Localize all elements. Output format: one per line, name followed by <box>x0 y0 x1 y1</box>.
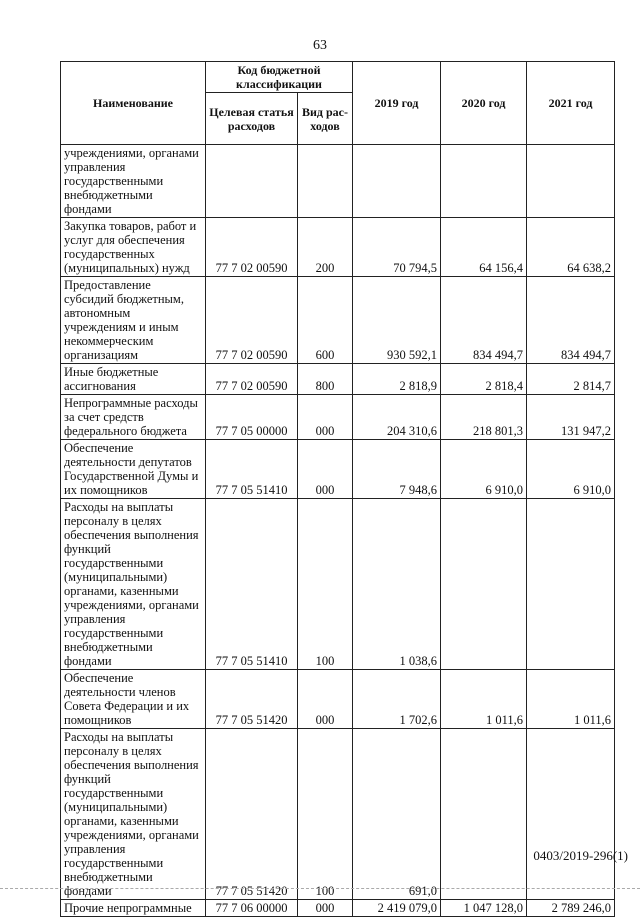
header-2019: 2019 год <box>353 62 441 145</box>
table-row <box>61 145 615 218</box>
header-target: Целевая статья расходов <box>206 93 298 145</box>
cell-2021 <box>527 145 615 218</box>
header-2020: 2020 год <box>441 62 527 145</box>
cell-2020 <box>441 145 527 218</box>
cell-name: Прочие непрограммные <box>61 900 206 917</box>
cell-2020: 64 156,4 <box>441 218 527 277</box>
cell-2019 <box>353 145 441 218</box>
cell-target-code: 77 7 05 51420 <box>206 670 298 729</box>
cell-expense-type: 000 <box>298 395 353 440</box>
cell-2019: 1 038,6 <box>353 499 441 670</box>
cell-expense-type: 800 <box>298 364 353 395</box>
table-row <box>61 440 615 499</box>
cell-2020: 1 047 128,0 <box>441 900 527 917</box>
cell-target-code: 77 7 02 00590 <box>206 364 298 395</box>
cell-2019: 2 419 079,0 <box>353 900 441 917</box>
cell-2021: 1 011,6 <box>527 670 615 729</box>
cell-2020: 6 910,0 <box>441 440 527 499</box>
cell-target-code <box>206 145 298 218</box>
page-number: 63 <box>313 38 327 53</box>
cell-name: Расходы на выплаты персоналу в целях обеспечения выполнения функций государственными (муниципальными) органами, казенными учреждениями, органами управления государственными внебюджетными фондами <box>61 729 206 900</box>
cell-name: Непрограммные расходы за счет средств федерального бюджета <box>61 395 206 440</box>
cell-name: Обеспечение деятельности депутатов Государственной Думы и их помощников <box>61 440 206 499</box>
cell-2021: 6 910,0 <box>527 440 615 499</box>
cell-2021 <box>527 499 615 670</box>
cell-expense-type: 000 <box>298 900 353 917</box>
cell-expense-type: 100 <box>298 729 353 900</box>
cell-expense-type: 000 <box>298 670 353 729</box>
cell-target-code: 77 7 02 00590 <box>206 218 298 277</box>
cell-name: Иные бюджетные ассигнования <box>61 364 206 395</box>
cell-2020: 218 801,3 <box>441 395 527 440</box>
table-row <box>61 395 615 440</box>
cell-name: Закупка товаров, работ и услуг для обеспечения государственных (муниципальных) нужд <box>61 218 206 277</box>
cell-2021: 2 814,7 <box>527 364 615 395</box>
table-row <box>61 218 615 277</box>
cell-2019: 7 948,6 <box>353 440 441 499</box>
cell-name: Расходы на выплаты персоналу в целях обеспечения выполнения функций государственными (муниципальными) органами, казенными учреждениями, органами управления государственными внебюджетными фондами <box>61 499 206 670</box>
document-code: 0403/2019-296(1) <box>533 848 628 863</box>
cell-2020: 834 494,7 <box>441 277 527 364</box>
cell-target-code: 77 7 06 00000 <box>206 900 298 917</box>
cell-expense-type: 000 <box>298 440 353 499</box>
cell-2020 <box>441 499 527 670</box>
cell-2021 <box>527 729 615 900</box>
cell-target-code: 77 7 05 00000 <box>206 395 298 440</box>
header-type: Вид рас-ходов <box>298 93 353 145</box>
cell-expense-type <box>298 145 353 218</box>
cell-name: Обеспечение деятельности членов Совета Федерации и их помощников <box>61 670 206 729</box>
cell-2020: 2 818,4 <box>441 364 527 395</box>
cell-2020 <box>441 729 527 900</box>
cell-expense-type: 100 <box>298 499 353 670</box>
table-row <box>61 670 615 729</box>
cell-target-code: 77 7 05 51410 <box>206 440 298 499</box>
cell-name: Предоставление субсидий бюджетным, автономным учреждениям и иным некоммерческим организациям <box>61 277 206 364</box>
cell-target-code: 77 7 02 00590 <box>206 277 298 364</box>
cell-2019: 1 702,6 <box>353 670 441 729</box>
cell-2019: 930 592,1 <box>353 277 441 364</box>
cell-expense-type: 200 <box>298 218 353 277</box>
table-row <box>61 900 615 917</box>
header-2021: 2021 год <box>527 62 615 145</box>
cell-2021: 2 789 246,0 <box>527 900 615 917</box>
budget-table <box>60 61 615 917</box>
cell-2019: 204 310,6 <box>353 395 441 440</box>
cell-2019: 2 818,9 <box>353 364 441 395</box>
cell-expense-type: 600 <box>298 277 353 364</box>
cell-name: учреждениями, органами управления государственными внебюджетными фондами <box>61 145 206 218</box>
table-row <box>61 729 615 900</box>
cell-2020: 1 011,6 <box>441 670 527 729</box>
cell-target-code: 77 7 05 51410 <box>206 499 298 670</box>
table-row <box>61 499 615 670</box>
table-row <box>61 277 615 364</box>
cell-2019: 691,0 <box>353 729 441 900</box>
header-name: Наименование <box>61 62 206 145</box>
table-row <box>61 364 615 395</box>
cell-2021: 131 947,2 <box>527 395 615 440</box>
cell-target-code: 77 7 05 51420 <box>206 729 298 900</box>
cell-2021: 64 638,2 <box>527 218 615 277</box>
scan-border-line <box>0 888 640 889</box>
cell-2019: 70 794,5 <box>353 218 441 277</box>
header-code-group: Код бюджетной классификации <box>206 62 353 93</box>
cell-2021: 834 494,7 <box>527 277 615 364</box>
